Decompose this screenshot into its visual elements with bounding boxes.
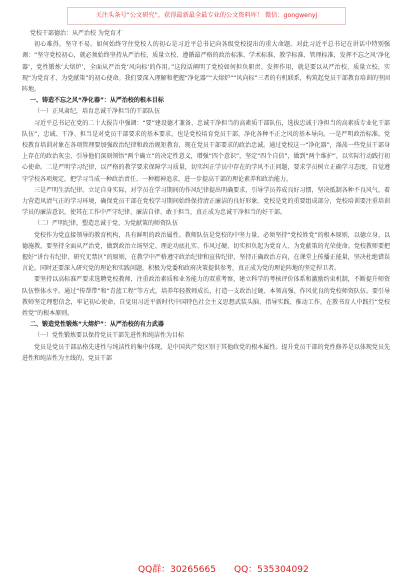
promo-banner	[67, 7, 346, 25]
qq-number: QQ：535304092	[234, 565, 309, 575]
intro-paragraph: 初心难得，坚守不易。如何始终守住党校人的初心是习近平总书记向各级党校提出的重大命题。对此习近平总书记在讲话中特别强调：“坚守党校初心，就必须始终坚持从严治校、质量立校、遵循最严格的政治标准、学术标准、教学标准、管理标准，发挥不忘之风‘净化器’，党性锻炼‘大熔炉’，全面从严治党‘风向标’的作用。”这段话阐明了党校如何担负职责、发挥作用，就是要以从严治校、质量立校，实现“为党育才，为党献策”的初心使命。我们要深入理解和把握“净化器”“大熔炉”“风向标”三者的有机联系，构筑起党员干部教育培训的坚固阵地。	[22, 41, 390, 94]
document-body	[22, 28, 390, 364]
section-1-heading: 一、铸造不忘之风“净化器”：从严治校的根本目标	[30, 97, 164, 105]
section-2-1-paragraph: 党员是党员干部品格先进性与纯洁性的集中体现，是中国共产党区别于其他政党的根本属性。提升党员干部的党性修养是以体现党员先进性和纯洁性为主线的，党员干部	[22, 343, 390, 362]
section-1-1-paragraph: 三是严明生活纪律。立足自身实际，对学员在学习期间的作风纪律提出明确要求，引导学员养成良好习惯，坚决抵制各种不良风气，着力营造风清气正的学习环境，确保党员干部在党校学习期间始终保持清正廉洁的良好形象。党校是党的重要组成部分，党校培训要注重培训学员的廉洁意识，使其在工作中严守纪律、廉洁自律、敢于担当，真正成为忠诚干净担当的好干部。	[22, 186, 390, 217]
section-2-heading: 二、锻造党性锻炼“大熔炉”：从严治校的有力武器	[30, 321, 164, 329]
section-2-1-heading: （一）党性锻炼要以保持党员干部先进性和纯洁性为目标	[34, 332, 185, 340]
section-1-2-heading: （二）严明纪律，塑造忠诚于党、为党献策的师资队伍	[34, 220, 179, 228]
banner-text: 关注头条号“公文研究”，获得最新最全最专业的公文资料库！ 微信：gongwenyj	[95, 12, 318, 19]
contact-footer	[0, 563, 408, 577]
section-1-2-paragraph: 要坚持以高标准严要求选聘党校教师，注重政治素质和业务能力的双重考察，建立科学的考核评价体系和激励约束机制，不断提升师资队伍整体水平。通过“传帮带”和“青蓝工程”等方式，培养年轻教师成长，打造一支政治过硬、本领高强、作风优良的党校师资队伍。要引导教师坚定理想信念，牢记初心使命，自觉用习近平新时代中国特色社会主义思想武装头脑、指导实践、推动工作，在教书育人中践行“党校姓党”的根本原则。	[22, 276, 390, 318]
section-1-1-paragraph: 习近平总书记在党的二十大报告中强调：“要”建设德才兼备、忠诚干净担当的高素质干部队伍，选拔忠诚于净担当的高素质专业化干部队伍”，忠诚、干净、担当是对党员干部要求的基本要求，也是党校培育党员干部，净化各种不正之风的基本导向。一是严明政治标准。党校教育培训对象在各项管理要加强政治纪律和政治规矩教育，现在党员干部要求的政治忠诚。通过党校这一“净化器”，涤荡一些党员干部身上存在的政治灰尘，引导他们深刻领悟“两个确立”的决定性意义，增强“四个意识”，坚定“四个自信”，做到“两个维护”，以实际行动践行初心使命。二是严明学习纪律，以严格的教学要求保障学习质量，切实纠正学员中存在的学风不正问题，要求学员树立正确学习态度，自觉遵守学校各项规定，把学习当成一种政治责任、一种精神追求，进一步提高干部的理论素养和政治能力。	[22, 119, 390, 183]
qq-group-number: QQ群：30265665	[138, 565, 216, 575]
section-1-2-paragraph: 党校作为党直接领导的教育机构，具有鲜明的政治属性。教师队伍是党校的中坚力量，必须坚持“党校姓党”的根本原则，以德立身、以德施教。要坚持全面从严治党，做到政治立场坚定、理论功底扎实、作风过硬，切实担负起为党育人、为党献策的光荣使命。党校教师要把握好“讲台有纪律、研究无禁区”的原则，在教学中严格遵守政治纪律和宣传纪律，坚持正确政治方向，在课堂上传播正能量，坚决杜绝错误言论。同时还要深入研究党的理论和实践问题，积极为党委和政府决策提供参考，真正成为党的理论阵地的坚定捍卫者。	[22, 231, 390, 273]
section-1-1-heading: （一）正风肃纪，培育忠诚干净担当的干部队伍	[34, 108, 161, 116]
doc-title-line: 党校干部德治：从严治校 为党育才	[30, 30, 122, 37]
